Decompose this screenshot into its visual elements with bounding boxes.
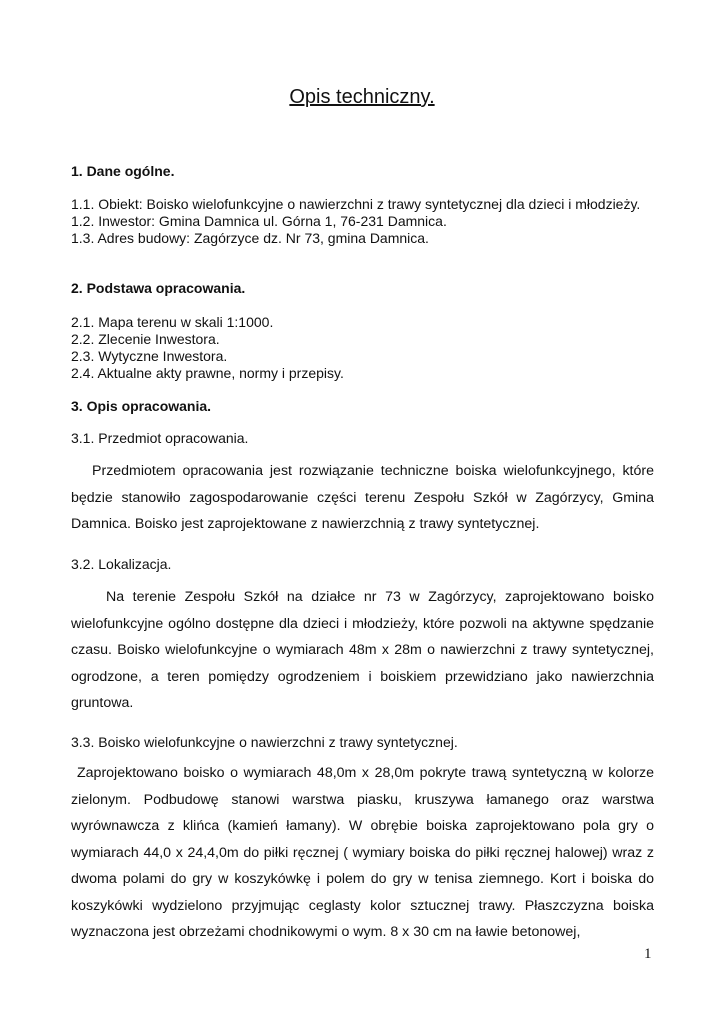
list-item: 1.3. Adres budowy: Zagórzyce dz. Nr 73, gmina Damnica.: [71, 230, 429, 246]
section-2-list: [71, 314, 654, 382]
subsection-3-1-heading: 3.1. Przedmiot opracowania.: [71, 430, 249, 446]
subsection-3-2-heading: 3.2. Lokalizacja.: [71, 556, 172, 572]
section-1-heading: 1. Dane ogólne.: [71, 163, 175, 179]
section-2-heading: 2. Podstawa opracowania.: [71, 280, 246, 296]
list-item: 1.1. Obiekt: Boisko wielofunkcyjne o nawierzchni z trawy syntetycznej dla dzieci i młodzieży.: [71, 196, 641, 212]
subsection-3-1-paragraph: Przedmiotem opracowania jest rozwiązanie techniczne boiska wielofunkcyjnego, które będzie stanowiło zagospodarowanie części terenu Zespołu Szkół w Zagórzycy, Gmina Damnica. Boisko jest zaprojektowane z nawierzchnią z trawy syntetycznej.: [71, 463, 654, 532]
list-item: 2.3. Wytyczne Inwestora.: [71, 348, 228, 364]
section-1-list: [71, 196, 654, 247]
list-item: 2.2. Zlecenie Inwestora.: [71, 331, 220, 347]
document-title: Opis techniczny.: [289, 86, 435, 108]
subsection-3-3-heading: 3.3. Boisko wielofunkcyjne o nawierzchni z trawy syntetycznej.: [71, 734, 458, 750]
list-item: 1.2. Inwestor: Gmina Damnica ul. Górna 1, 76-231 Damnica.: [71, 213, 447, 229]
subsection-3-3-paragraph: Zaprojektowano boisko o wymiarach 48,0m x 28,0m pokryte trawą syntetyczną w kolorze zielonym. Podbudowę stanowi warstwa piasku, kruszywa łamanego oraz warstwa wyrównawcza z klińca (kamień łamany). W obrębie boiska zaprojektowano pola gry o wymiarach 44,0 x 24,4,0m do piłki ręcznej ( wymiary boiska do piłki ręcznej halowej) wraz z dwoma polami do gry w koszykówkę i polem do gry w tenisa ziemnego. Kort i boiska do koszykówki wydzielono przyjmując ceglasty kolor sztucznej trawy. Płaszczyzna boiska wyznaczona jest obrzeżami chodnikowymi o wym. 8 x 30 cm na ławie betonowej,: [71, 765, 654, 940]
page-number: 1: [644, 946, 652, 962]
list-item: 2.1. Mapa terenu w skali 1:1000.: [71, 314, 274, 330]
list-item: 2.4. Aktualne akty prawne, normy i przepisy.: [71, 365, 344, 381]
section-3-heading: 3. Opis opracowania.: [71, 398, 212, 414]
subsection-3-2-paragraph: Na terenie Zespołu Szkół na działce nr 73 w Zagórzycy, zaprojektowano boisko wielofunkcyjne ogólno dostępne dla dzieci i młodzieży, które pozwoli na aktywne spędzanie czasu. Boisko wielofunkcyjne o wymiarach 48m x 28m o nawierzchni z trawy syntetycznej, ogrodzone, a teren pomiędzy ogrodzeniem i boiskiem przewidziano jako nawierzchnia gruntowa.: [71, 589, 654, 711]
